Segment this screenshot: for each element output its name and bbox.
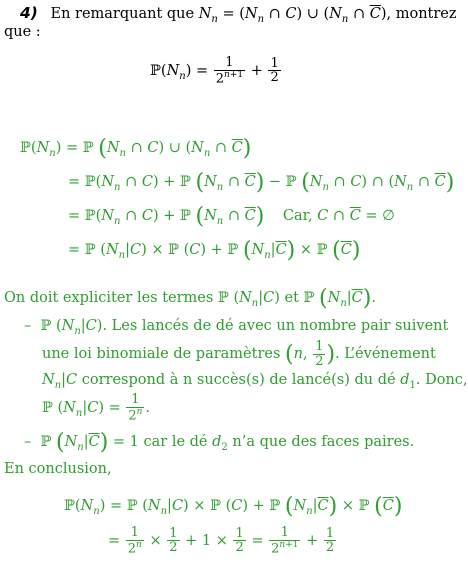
derivation-line-1: $ℙ(N_n)$ = ℙ ($N_n$ ∩ C) ∪ ($N_n$ ∩ $\overline{C}$) [20,136,252,161]
bullet-1-line-2: une loi binomiale de paramètres (n, $\frac{1}{2}$ ). L’événement [42,339,436,369]
target-formula: $ℙ(N_n)$ = $\frac{1}{2^{n+1}}$ + $\frac{1}{2}$ [150,55,279,86]
derivation-line-4: = ℙ $(N_n|C)$ × ℙ (C) + ℙ $(N_n|\overline{C})$ × ℙ $(\overline{C})$ [68,238,361,263]
question-set-expression: $N_n = (N_n$ ∩ C) ∪ ($N_n$ ∩ $\overline{C}$) [198,6,387,25]
question-text-before: En remarquant que [50,6,195,22]
bullet-1-line-4: ℙ $(N_n|C)$ = $\frac{1}{2^n}$ . [42,392,151,423]
derivation-line-2: = $ℙ(N_n$ ∩ C) + ℙ ($N_n$ ∩ $\overline{C}$) − ℙ ($N_n$ ∩ C) ∩ ($N_n$ ∩ $\overline{C}$) [68,170,455,195]
question-line-2: que : [4,24,41,40]
bullet-1-line-3: $N_n|C$ correspond à n succès(s) de lancé(s) du dé $d_1$. Donc, [42,372,468,391]
question-line-1 [20,4,457,25]
question-number: 4) [20,4,38,22]
target-frac-1: $\frac{1}{2^{n+1}}$ [215,55,244,86]
final-line-1: $ℙ(N_n)$ = ℙ $(N_n|C)$ × ℙ (C) + ℙ $(N_n|\overline{C})$ × ℙ $(\overline{C})$ [64,494,403,519]
derivation-note: Car, C ∩ $\overline{C}$ = ∅ [282,208,395,224]
explain-intro: On doit expliciter les termes ℙ $(N_n|C)$ et ℙ $(N_n|\overline{C})$. [4,286,376,311]
bullet-1-line-1: – ℙ $(N_n|C)$. Les lancés de dé avec un nombre pair suivent [24,318,449,337]
derivation-line-3: = $ℙ(N_n$ ∩ C) + ℙ ($N_n$ ∩ $\overline{C}$) Car, C ∩ $\overline{C}$ = ∅ [68,204,395,229]
target-frac-2: $\frac{1}{2}$ [270,55,279,86]
conclusion-label: En conclusion, [4,461,112,477]
bullet-2: – ℙ $(N_n|\overline{C}) = 1$ car le dé $d_2$ n’a que des faces paires. [24,430,415,455]
question-text-after: , montrez [386,6,457,22]
final-line-2: = $\frac{1}{2^n}$ × $\frac{1}{2}$ + 1 × $\frac{1}{2}$ = $\frac{1}{2^{n+1}}$ + $\frac{1}{2}$ [108,525,335,556]
